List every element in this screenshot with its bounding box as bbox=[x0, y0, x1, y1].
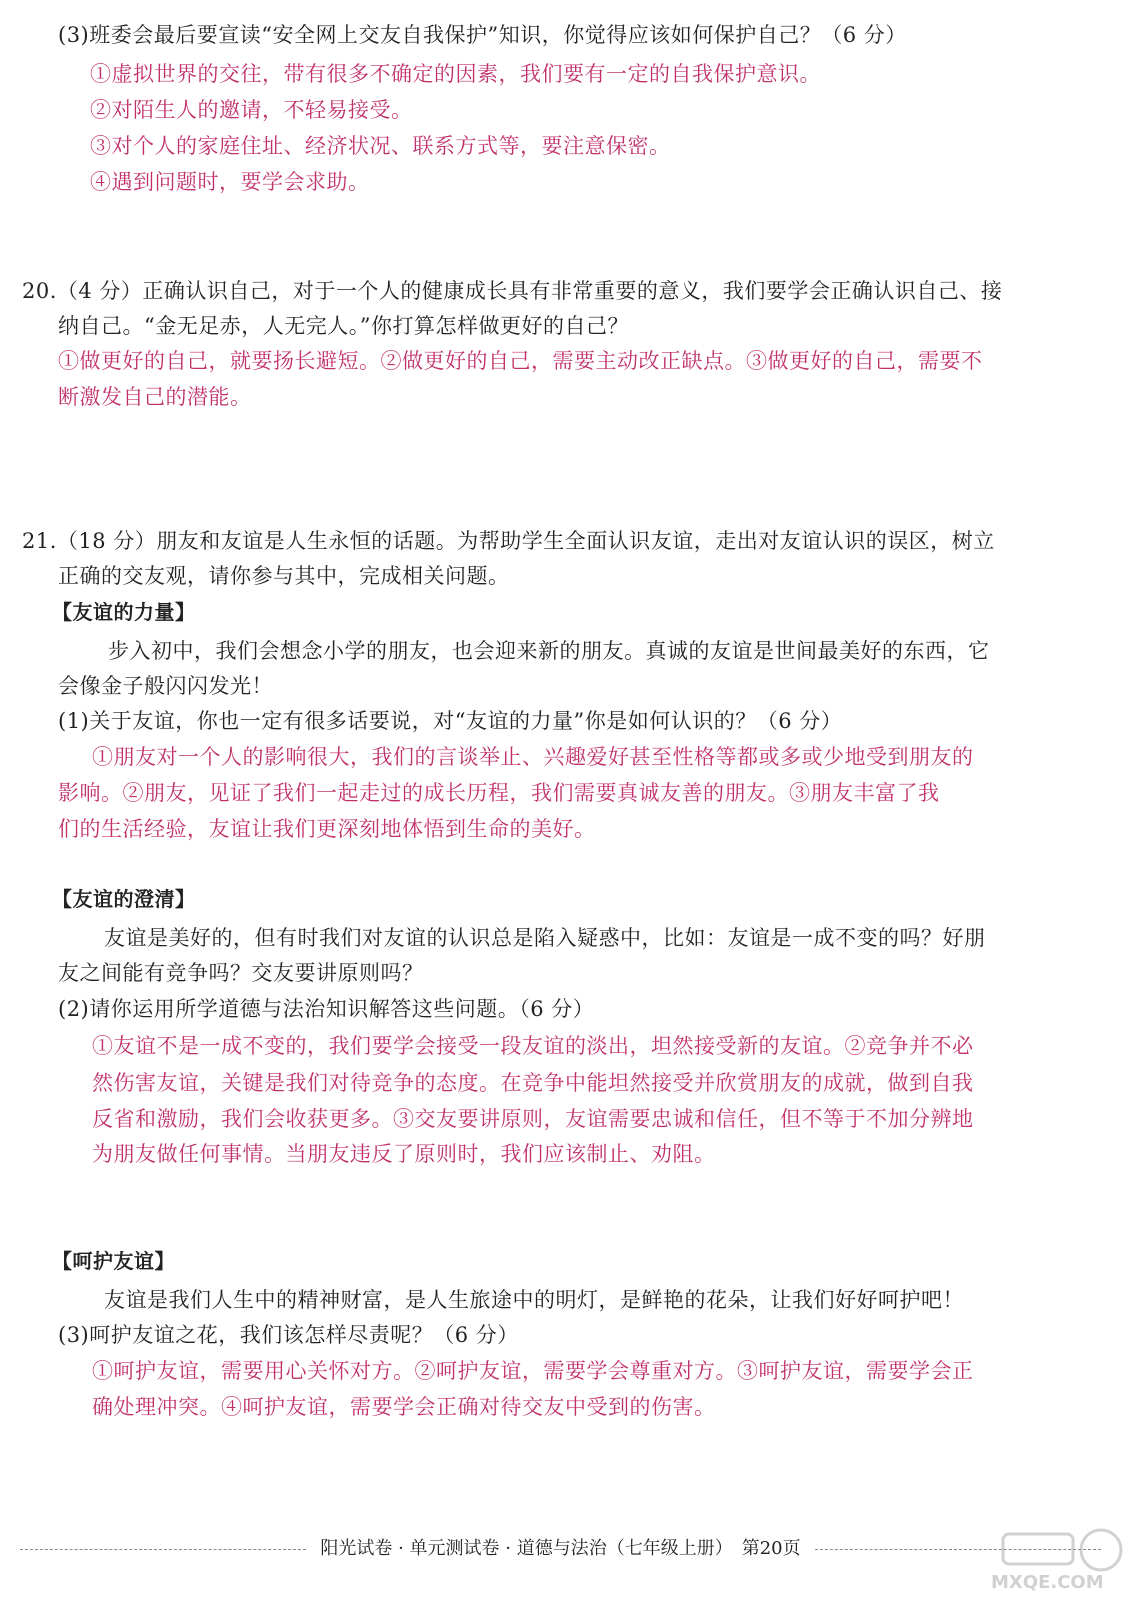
watermark-logo bbox=[983, 1526, 1133, 1596]
watermark-domain: MXQE.COM bbox=[991, 1572, 1104, 1593]
q21-intro-line-1: 21.（18 分）朋友和友谊是人生永恒的话题。为帮助学生全面认识友谊，走出对友谊认识的误区，树立 bbox=[22, 529, 995, 553]
q21-part2-heading: 【友谊的澄清】 bbox=[52, 887, 196, 911]
q20-answer-line-2: 断激发自己的潜能。 bbox=[58, 385, 252, 409]
q19-3-answer-1: ①虚拟世界的交往，带有很多不确定的因素，我们要有一定的自我保护意识。 bbox=[90, 62, 821, 86]
q21-part1-question: (1)关于友谊，你也一定有很多话要说，对“友谊的力量”你是如何认识的？（6 分） bbox=[58, 709, 843, 733]
footer-divider-left bbox=[20, 1549, 306, 1550]
q21-part2-material-line-2: 友之间能有竞争吗？交友要讲原则吗？ bbox=[58, 961, 424, 985]
q19-3-answer-4: ④遇到问题时，要学会求助。 bbox=[90, 170, 370, 194]
answer-site-logo-icon bbox=[983, 1526, 1133, 1596]
q20-question-line-1: 20.（4 分）正确认识自己，对于一个人的健康成长具有非常重要的意义，我们要学会正确认识自己、接 bbox=[22, 279, 1003, 303]
q21-part3-material-line-1: 友谊是我们人生中的精神财富，是人生旅途中的明灯，是鲜艳的花朵，让我们好好呵护吧！ bbox=[104, 1288, 964, 1312]
footer-text: 阳光试卷 · 单元测试卷 · 道德与法治（七年级上册） 第20页 bbox=[320, 1538, 801, 1559]
q21-part2-question: (2)请你运用所学道德与法治知识解答这些问题。（6 分） bbox=[58, 997, 595, 1021]
page-footer bbox=[20, 1532, 1101, 1562]
q19-3-answer-2: ②对陌生人的邀请，不轻易接受。 bbox=[90, 98, 413, 122]
q19-3-question: (3)班委会最后要宣读“安全网上交友自我保护”知识，你觉得应该如何保护自己？（6 分） bbox=[58, 23, 907, 47]
q21-part3-heading: 【呵护友谊】 bbox=[52, 1249, 175, 1273]
q21-part2-answer-line-4: 为朋友做任何事情。当朋友违反了原则时，我们应该制止、劝阻。 bbox=[92, 1142, 716, 1166]
q20-question-line-2: 纳自己。“金无足赤，人无完人。”你打算怎样做更好的自己？ bbox=[58, 314, 629, 338]
q21-part2-material-line-1: 友谊是美好的，但有时我们对友谊的认识总是陷入疑惑中，比如：友谊是一成不变的吗？好朋 bbox=[104, 926, 986, 950]
q21-part2-answer-line-3: 反省和激励，我们会收获更多。③交友要讲原则，友谊需要忠诚和信任，但不等于不加分辨地 bbox=[92, 1107, 974, 1131]
q20-answer-line-1: ①做更好的自己，就要扬长避短。②做更好的自己，需要主动改正缺点。③做更好的自己，需要不 bbox=[58, 349, 983, 373]
q19-3-answer-3: ③对个人的家庭住址、经济状况、联系方式等，要注意保密。 bbox=[90, 134, 671, 158]
q21-part1-answer-line-3: 们的生活经验，友谊让我们更深刻地体悟到生命的美好。 bbox=[58, 817, 596, 841]
q21-part2-answer-line-1: ①友谊不是一成不变的，我们要学会接受一段友谊的淡出，坦然接受新的友谊。②竞争并不必 bbox=[92, 1034, 974, 1058]
q21-part1-material-line-1: 步入初中，我们会想念小学的朋友，也会迎来新的朋友。真诚的友谊是世间最美好的东西，它 bbox=[108, 639, 990, 663]
q21-part3-answer-line-2: 确处理冲突。④呵护友谊，需要学会正确对待交友中受到的伤害。 bbox=[92, 1395, 716, 1419]
q21-part3-question: (3)呵护友谊之花，我们该怎样尽责呢？（6 分） bbox=[58, 1323, 519, 1347]
q21-part3-answer-line-1: ①呵护友谊，需要用心关怀对方。②呵护友谊，需要学会尊重对方。③呵护友谊，需要学会正 bbox=[92, 1359, 974, 1383]
q21-part1-heading: 【友谊的力量】 bbox=[52, 600, 196, 624]
q21-part1-answer-line-1: ①朋友对一个人的影响很大，我们的言谈举止、兴趣爱好甚至性格等都或多或少地受到朋友的 bbox=[92, 745, 974, 769]
q21-part1-material-line-2: 会像金子般闪闪发光！ bbox=[58, 674, 273, 698]
q21-intro-line-2: 正确的交友观，请你参与其中，完成相关问题。 bbox=[58, 564, 510, 588]
q21-part1-answer-line-2: 影响。②朋友，见证了我们一起走过的成长历程，我们需要真诚友善的朋友。③朋友丰富了我 bbox=[58, 781, 940, 805]
q21-part2-answer-line-2: 然伤害友谊，关键是我们对待竞争的态度。在竞争中能坦然接受并欣赏朋友的成就，做到自我 bbox=[92, 1071, 974, 1095]
